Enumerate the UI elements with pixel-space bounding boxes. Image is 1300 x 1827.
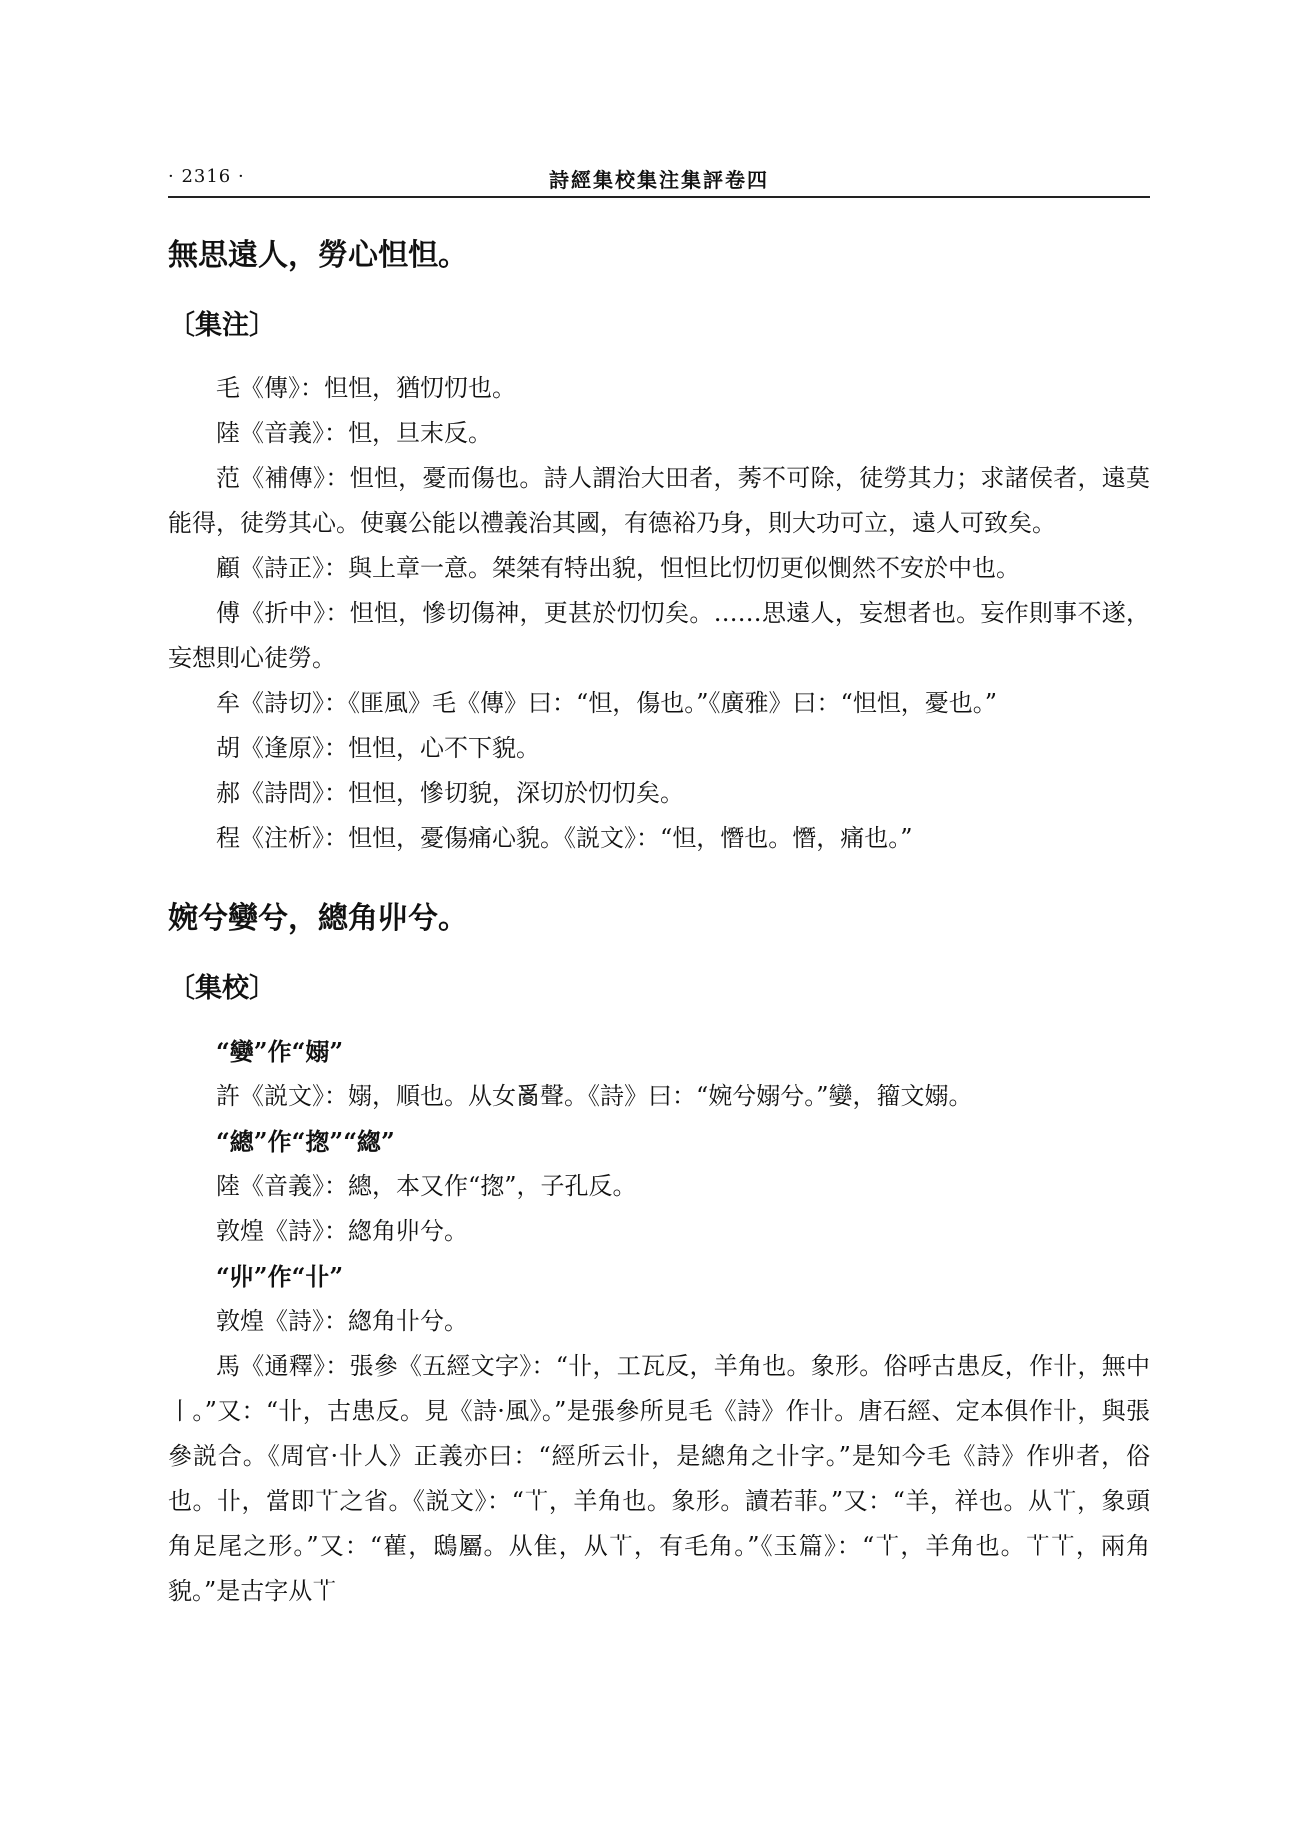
collation-paragraph: 馬《通釋》：張參《五經文字》：“卝，工瓦反，羊角也。象形。俗呼古患反，作卝，無中丨。”又：“卝，古患反。見《詩·風》。”是張參所見毛《詩》作卝。唐石經、定本俱作卝，與張參説合。《周官·卝人》正義亦曰：“經所云卝，是總角之卝字。”是知今毛《詩》作丱者，俗也。卝，當即𦫳之省。《説文》：“𦫳，羊角也。象形。讀若菲。”又：“羊，祥也。从𦫳，象頭角足尾之形。”又：“雚，鴟屬。从隹，从𦫳，有毛角。”《玉篇》：“𦫳，羊角也。𦫳𦫳，兩角貌。”是古字从𦫳 (168, 1352, 1150, 1605)
collation-variant-heading: “孌”作“嫋” (216, 1037, 344, 1066)
commentary-paragraph: 顧《詩正》：與上章一意。桀桀有特出貌，怛怛比忉忉更似惻然不安於中也。 (216, 554, 1020, 582)
section-heading-jijiao: 〔集校〕 (168, 973, 276, 1004)
commentary-paragraph: 程《注析》：怛怛，憂傷痛心貌。《説文》：“怛，憯也。憯，痛也。” (216, 824, 913, 852)
page-body (168, 232, 1150, 1614)
header-rule (168, 196, 1150, 198)
commentary-list (168, 366, 1150, 861)
commentary-paragraph: 范《補傳》：怛怛，憂而傷也。詩人謂治大田者，莠不可除，徒勞其力；求諸侯者，遠莫能得，徒勞其心。使襄公能以禮義治其國，有德裕乃身，則大功可立，遠人可致矣。 (168, 464, 1150, 537)
verse-line-2: 婉兮孌兮，總角丱兮。 (168, 901, 468, 936)
section-heading-jizhu: 〔集注〕 (168, 310, 276, 341)
commentary-paragraph: 毛《傳》：怛怛，猶忉忉也。 (216, 374, 516, 402)
running-title: 詩經集校集注集評卷四 (549, 168, 769, 192)
commentary-paragraph: 陸《音義》：怛，旦末反。 (216, 419, 492, 447)
page-number: · 2316 · (168, 166, 245, 187)
commentary-paragraph: 傅《折中》：怛怛，慘切傷神，更甚於忉忉矣。……思遠人，妄想者也。妄作則事不遂，妄想則心徒勞。 (168, 599, 1150, 672)
collation-list (168, 1029, 1150, 1614)
collation-paragraph: 敦煌《詩》：緫角丱兮。 (216, 1217, 468, 1245)
collation-variant-heading: “丱”作“卝” (216, 1262, 344, 1291)
collation-paragraph: 許《説文》：嫋，順也。从女𤔔聲。《詩》曰：“婉兮嫋兮。”孌，籀文嫋。 (216, 1082, 973, 1110)
page-header (168, 160, 1150, 200)
collation-paragraph: 陸《音義》：總，本又作“揔”，子孔反。 (216, 1172, 637, 1200)
commentary-paragraph: 胡《逢原》：怛怛，心不下貌。 (216, 734, 540, 762)
collation-variant-heading: “總”作“揔”“緫” (216, 1127, 395, 1156)
commentary-paragraph: 郝《詩問》：怛怛，慘切貌，深切於忉忉矣。 (216, 779, 684, 807)
commentary-paragraph: 牟《詩切》：《匪風》毛《傳》曰：“怛，傷也。”《廣雅》曰：“怛怛，憂也。” (216, 689, 998, 717)
collation-paragraph: 敦煌《詩》：緫角卝兮。 (216, 1307, 468, 1335)
document-page (168, 0, 1150, 1827)
verse-line-1: 無思遠人，勞心怛怛。 (168, 238, 468, 273)
